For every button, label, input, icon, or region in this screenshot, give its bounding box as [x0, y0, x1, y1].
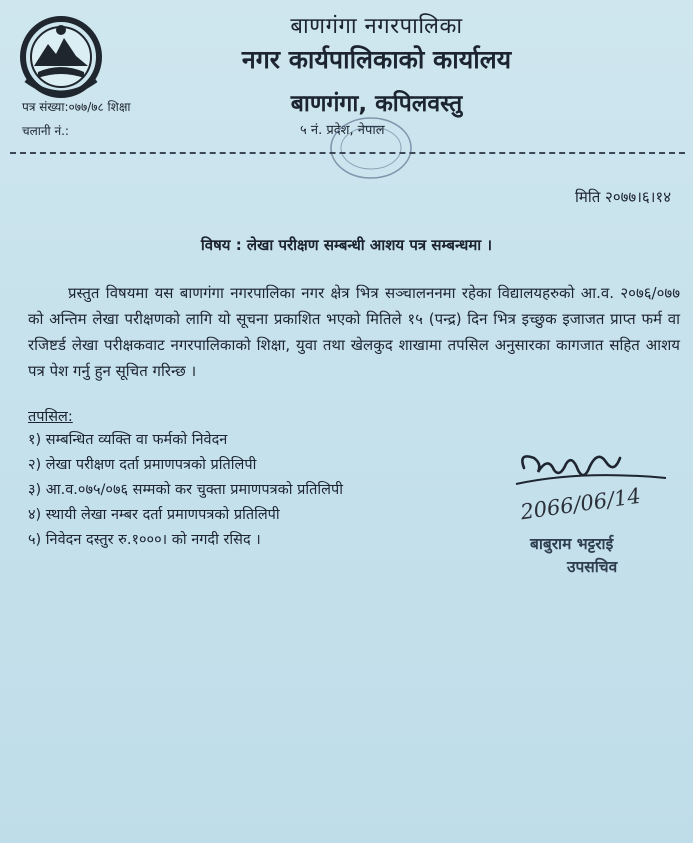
- letter-body: प्रस्तुत विषयमा यस बाणगंगा नगरपालिका नगर क्षेत्र भित्र सञ्चालननमा रहेका विद्यालयहरुको आ.व. २०७६/०७७ को अन्तिम लेखा परीक्षणको लागि यो सूचना प्रकाशित भएको मितिले १५ (पन्द्र) दिन भित्र इच्छुक इजाजत प्राप्त फर्म वा रजिष्टर्ड लेखा परीक्षकवाट नगरपालिकाको शिक्षा, युवा तथा खेलकुद शाखामा तपसिल अनुसारका कागजात सहित आशय पत्र पेश गर्नु हुन सूचित गरिन्छ ।: [28, 284, 680, 380]
- province-line: ५ नं. प्रदेश, नेपाल: [300, 123, 385, 138]
- signatory-title: उपसचिव: [567, 558, 618, 576]
- office-name: नगर कार्यपालिकाको कार्यालय: [241, 45, 512, 74]
- header-divider: [10, 152, 685, 154]
- office-stamp-icon: [326, 112, 416, 184]
- signatory-name: बाबुराम भट्टराई: [530, 535, 614, 553]
- list-item: ५) निवेदन दस्तुर रु.१०००। को नगदी रसिद ।: [28, 532, 261, 548]
- letter-date: मिति २०७७।६।१४: [574, 188, 671, 206]
- list-item: ३) आ.व.०७५/०७६ सम्मको कर चुक्ता प्रमाणपत्रको प्रतिलिपी: [28, 482, 343, 498]
- dispatch-number: चलानी नं.:: [22, 124, 69, 138]
- letter-subject: विषय : लेखा परीक्षण सम्बन्धी आशय पत्र सम्बन्धमा ।: [200, 236, 493, 254]
- list-item: ४) स्थायी लेखा नम्बर दर्ता प्रमाणपत्रको प्रतिलिपी: [28, 507, 280, 523]
- annex-heading: तपसिल:: [28, 409, 73, 425]
- annex-list: [28, 428, 343, 553]
- office-address: बाणगंगा, कपिलवस्तु: [290, 91, 463, 117]
- signature-date: 2066/06/14: [518, 483, 643, 525]
- list-item: १) सम्बन्धित व्यक्ति वा फर्मको निवेदन: [28, 432, 228, 448]
- list-item: २) लेखा परीक्षण दर्ता प्रमाणपत्रको प्रतिलिपी: [28, 457, 257, 473]
- municipality-name: बाणगंगा नगरपालिका: [290, 14, 463, 39]
- letter-number: पत्र संख्या:०७७/७८ शिक्षा: [22, 100, 131, 114]
